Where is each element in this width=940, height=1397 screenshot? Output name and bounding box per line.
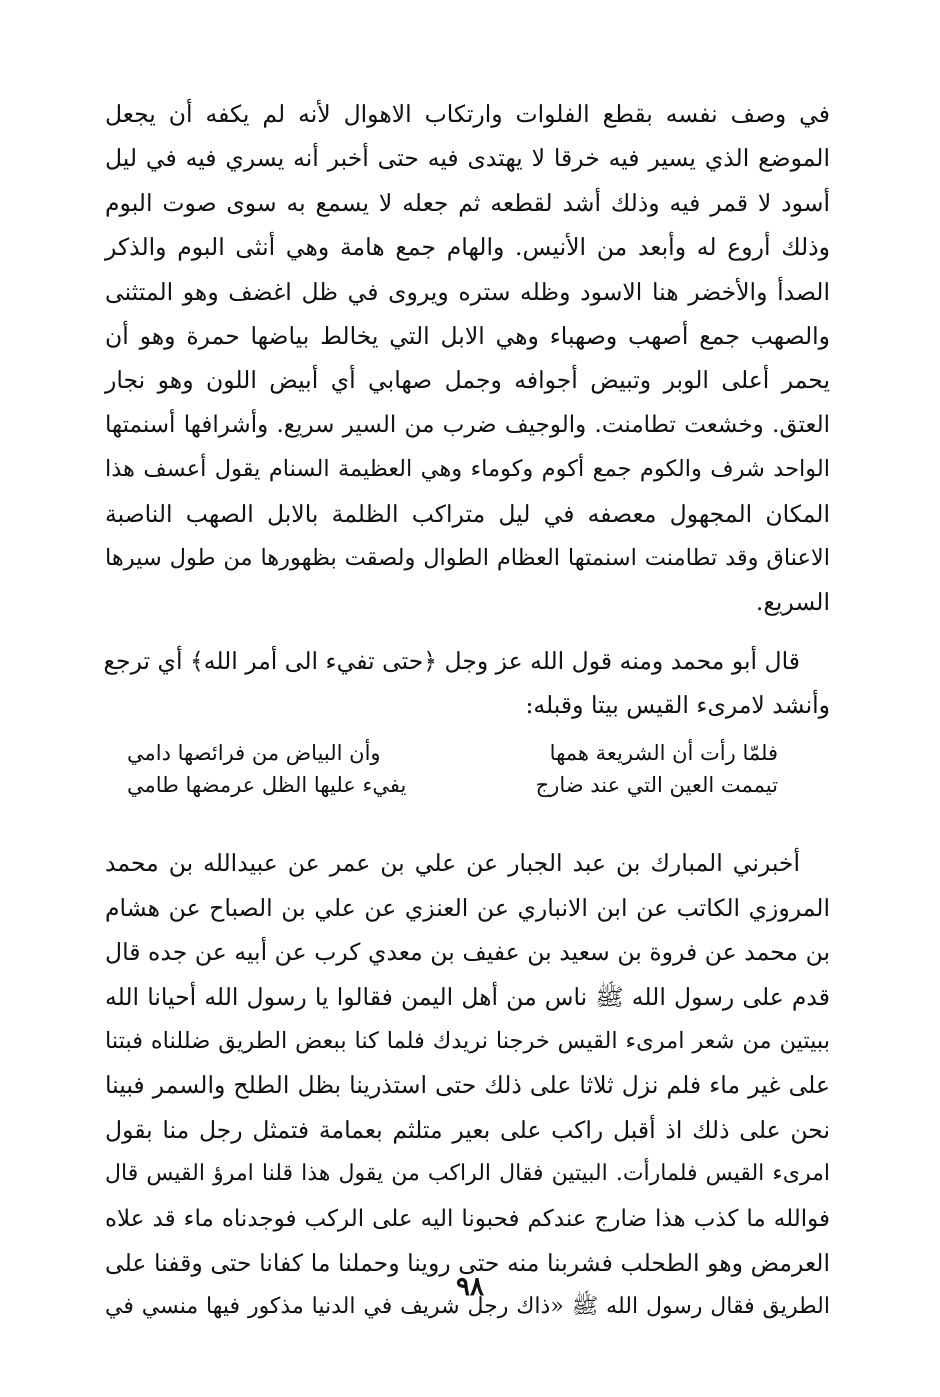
paragraph-3 xyxy=(105,841,830,1329)
verse-second-hemistich: يفيء عليها الظل عرمضها طامي xyxy=(127,773,407,798)
text-line: قدم على رسول الله ﷺ ناس من أهل اليمن فقالوا يا رسول الله أحيانا الله xyxy=(105,982,830,1011)
text-line: الواحد شرف والكوم جمع أكوم وكوماء وهي العظيمة السنام يقول أعسف هذا xyxy=(105,456,830,483)
text-line: الصدأ والأخضر هنا الاسود وظله ستره ويروى في ظل اغضف وهو المتثنى xyxy=(105,277,830,306)
page-number: ٩٨ xyxy=(456,1272,484,1302)
text-line: الطريق فقال رسول الله ﷺ «ذاك رجل شريف في الدنيا مذكور فيها منسي في xyxy=(105,1294,830,1320)
text-line: العتق. وخشعت تطامنت. والوجيف ضرب من السير سريع. وأشرافها أسنمتها xyxy=(105,411,830,438)
text-line: على غير ماء فلم نزل ثلاثا على ذلك حتى استذرينا بظل الطلح والسمر فبينا xyxy=(105,1071,830,1100)
verse-second-hemistich: وأن البياض من فرائصها دامي xyxy=(127,741,381,766)
text-line: السريع. xyxy=(755,588,830,617)
text-line: العرمض وهو الطحلب فشربنا منه حتى روينا وحملنا ما كفانا حتى وقفنا على xyxy=(105,1248,830,1277)
page-body xyxy=(105,92,830,1330)
text-line: فوالله ما كذب هذا ضارج عندكم فحبونا اليه على الركب فوجدناه ماء قد علاه xyxy=(105,1205,830,1232)
poem xyxy=(105,737,830,801)
text-line: المكان المجهول معصفه في ليل متراكب الظلمة بالابل الصهب الناصبة xyxy=(105,499,830,528)
text-line: ببيتين من شعر امرىء القيس خرجنا نريدك فلما كنا ببعض الطريق ضللناه فبتنا xyxy=(105,1028,830,1055)
poem-verse xyxy=(105,769,830,801)
text-line: الموضع الذي يسير فيه خرقا لا يهتدى فيه حتى أخبر أنه يسري فيه في ليل xyxy=(105,144,830,173)
paragraph-2 xyxy=(105,639,830,728)
text-line: في وصف نفسه بقطع الفلوات وارتكاب الاهوال لأنه لم يكفه أن يجعل xyxy=(105,100,830,128)
paragraph-1 xyxy=(105,92,830,625)
text-line: بن محمد عن فروة بن سعيد بن عفيف بن معدي كرب عن أبيه عن جده قال xyxy=(105,938,830,967)
text-line: والصهب جمع أصهب وصهباء وهي الابل التي يخالط بياضها حمرة وهو أن xyxy=(105,321,830,350)
text-line: أسود لا قمر فيه وذلك أشد لقطعه ثم جعله لا يسمع به سوى صوت البوم xyxy=(105,188,830,217)
text-line: وأنشد لامرىء القيس بيتا وقبله: xyxy=(525,691,830,720)
text-line: الاعناق وقد تطامنت اسنمتها العظام الطوال ولصقت بظهورها من طول سيرها xyxy=(105,544,830,571)
text-line: يحمر أعلى الوبر وتبيض أجوافه وجمل صهابي أي أبيض اللون وهو نجار xyxy=(105,366,830,395)
text-line: قال أبو محمد ومنه قول الله عز وجل ﴿حتى تفيء الى أمر الله﴾ أي ترجع xyxy=(103,646,800,675)
text-line: امرىء القيس فلمارأت. البيتين فقال الراكب من يقول هذا قلنا امرؤ القيس قال xyxy=(105,1161,830,1187)
verse-first-hemistich: تيممت العين التي عند ضارج xyxy=(535,773,778,798)
text-line: أخبرني المبارك بن عبد الجبار عن علي بن عمر عن عبيدالله بن محمد xyxy=(105,849,800,878)
text-line: وذلك أروع له وأبعد من الأنيس. والهام جمع هامة وهي أنثى البوم والذكر xyxy=(105,233,830,262)
text-line: نحن على ذلك اذ أقبل راكب على بعير متلثم بعمامة فتمثل رجل منا بقول xyxy=(105,1115,830,1144)
verse-first-hemistich: فلمّا رأت أن الشريعة همها xyxy=(549,741,778,766)
text-line: المروزي الكاتب عن ابن الانباري عن العنزي عن علي بن الصباح عن هشام xyxy=(105,893,830,922)
poem-verse xyxy=(105,737,830,769)
paragraph-gap xyxy=(105,625,830,639)
